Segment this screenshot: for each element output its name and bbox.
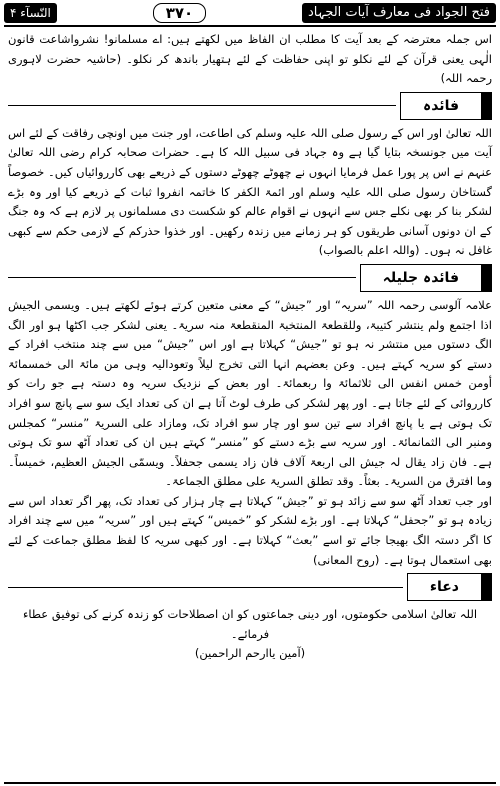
dua-paragraph: اللہ تعالیٰ اسلامی حکومتوں، اور دینی جماعتوں کو ان اصطلاحات کو زندہ کرنے کی توفیق عطاء فرمائے۔ xyxy=(22,607,478,641)
heading-line xyxy=(8,587,403,588)
heading-cap xyxy=(481,574,491,600)
footer-rule xyxy=(4,782,496,784)
page-body xyxy=(8,30,492,664)
faida-jaleela-paragraph-2: اور جب تعداد آٹھ سو سے زائد ہو تو ”جیش“ کہلاتا ہے چار ہزار کی تعداد تک، پھر اگر تعداد اس سے زیادہ ہو تو ”جحفل“ کہلاتا ہے۔ اور بڑے لشکر کو ”خمیس“ کہتے ہیں اور ”سریہ“ میں سے چند افراد کا اگر دستہ الگ بھیجا جائے تو اسے ”بعث“ کہلاتا ہے۔ اور کبھی سریہ کا لفظ مطلق جماعت کے لئے بھی استعمال ہوتا ہے۔ (روح المعانی) xyxy=(8,493,492,567)
heading-text: فائدہ جلیلہ xyxy=(382,269,459,286)
heading-box xyxy=(407,573,492,601)
section-heading-dua xyxy=(8,573,492,601)
section-heading-faida-jaleela xyxy=(8,264,492,292)
heading-text: فائدہ xyxy=(423,97,459,114)
intro-paragraph: اس جملہ معترضہ کے بعد آیت کا مطلب ان الفاظ میں لکھتے ہیں: اے مسلمانو! نشرواشاعت قانون الٰہی یعنی قرآن کے لئے نکلو تو اپنی حفاظت کے لئے ہتھیار باندھ کر نکلو۔ (حاشیہ حضرت لاہوری رحمہ اللہ) xyxy=(8,32,492,86)
heading-cap xyxy=(481,93,491,119)
header-rule xyxy=(4,25,496,27)
section-heading-faida xyxy=(8,92,492,120)
dua-ameen: (آمین یاارحم الراحمین) xyxy=(194,646,306,661)
faida-jaleela-paragraph-1: علامہ آلوسی رحمہ اللہ ”سریہ“ اور ”جیش“ کے معنی متعین کرتے ہوئے لکھتے ہیں۔ ویسمی الجیش اذا اجتمع ولم ینتشر کتیبۃ، وللقطعۃ المنتخبۃ المنقطعۃ منہ سریۃ۔ یعنی لشکر جب اکٹھا ہو اور الگ الگ دستوں میں منتشر نہ ہو تو ”جیش“ کہلاتا ہے اور اس ”جیش“ میں سے چند منتخب افراد کے دستے کو سریہ کہتے ہیں۔ وعن بعضہم انہا التی تخرج لیلاً وتعودالیہ وہی من مائۃ الی خمسمائۃ أومن خمس انفس الی ثلاثمائۃ وا ربعمائۃ۔ اور بعض کے نزدیک سریہ وہ دستہ ہے جو رات کو کارروائی کے لئے جاتا ہے۔ اور پھر لشکر کی طرف لوٹ آتا ہے ان کی تعداد ایک سو سے پانچ سو افراد تک ہوتی ہے یا پانچ افراد سے تین سو اور چار سو افراد تک، ومازاد علی السریۃ ”منسر“ کمجلس ومنبر الی الثمانمائۃ۔ اور سریہ سے بڑے دستے کو ”منسر“ کہتے ہیں ان کی تعداد آٹھ سو تک ہوتی ہے۔ فان زاد یقال لہ جیش الی اربعۃ آلاف فان زاد یسمی جحفلاً۔ ویسمّی الجیش العظیم، خمیساً۔ وما افترق من السریۃ۔ بعثاً۔ وقد تطلق السریۃ علی مطلق الجماعۃ۔ xyxy=(8,297,492,489)
heading-text: دعاء xyxy=(429,579,459,596)
faida-paragraph: اللہ تعالیٰ اور اس کے رسول صلی اللہ علیہ وسلم کی اطاعت، اور جنت میں اونچی رفاقت کے لئے اس آیت میں جونسخہ بتایا گیا ہے وہ جہاد فی سبیل اللہ کا ہے۔ حضرات صحابہ کرام رضی اللہ تعالیٰ عنہم نے اس پر پورا عمل فرمایا انہوں نے چھوٹے چھوٹے دستوں کے ذریعے بھی کارروائیاں کیں۔ خصوصاً گستاخان رسول صلی اللہ علیہ وسلم اور ائمۃ الکفر کا خاتمہ انفروا ثبات کے ذریعے کیا اور وہ بڑے لشکر بنا کر بھی نکلے جس سے انہوں نے اقوام عالم کو شکست دی مسلمانوں پر لازم ہے کہ وہ جنگ کے ان دونوں آسانی طریقوں کو ہر زمانے میں زندہ رکھیں۔ اور خذوا حذرکم کے لازمی حکم سے کبھی غافل نہ ہوں۔ (واللہ اعلم بالصواب) xyxy=(8,125,492,258)
heading-line xyxy=(8,277,356,278)
surah-label: النّسآء ۴ xyxy=(4,3,57,23)
book-title: فتح الجواد فی معارف آیات الجہاد xyxy=(302,3,496,23)
page-number: ۳۷۰ xyxy=(153,3,206,23)
heading-box xyxy=(360,264,492,292)
page-header xyxy=(4,2,496,24)
heading-box xyxy=(400,92,492,120)
heading-cap xyxy=(481,265,491,291)
heading-line xyxy=(8,105,396,106)
